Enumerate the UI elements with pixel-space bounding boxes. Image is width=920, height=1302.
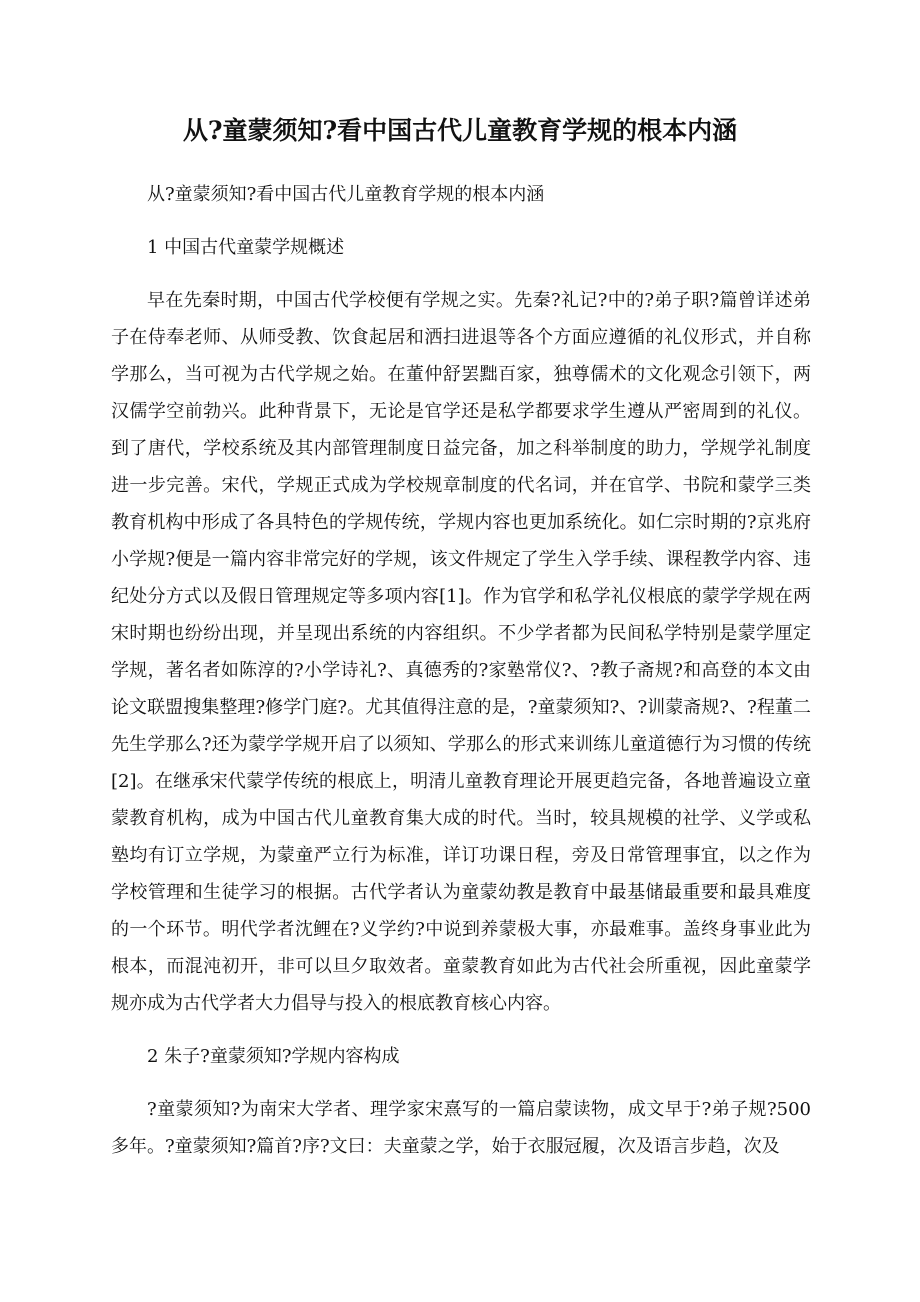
- section-1-heading: 1 中国古代童蒙学规概述: [147, 237, 345, 258]
- document-title: 从?童蒙须知?看中国古代儿童教育学规的根本内涵: [182, 116, 738, 145]
- document-subtitle: 从?童蒙须知?看中国古代儿童教育学规的根本内涵: [147, 184, 545, 205]
- section-2-paragraph: ?童蒙须知?为南宋大学者、理学家宋熹写的一篇启蒙读物，成文早于?弟子规?500多年。?童蒙须知?篇首?序?文曰：夫童蒙之学，始于衣服冠履，次及语言步趋，次及: [111, 1099, 811, 1157]
- section-2-heading: 2 朱子?童蒙须知?学规内容构成: [147, 1046, 400, 1067]
- section-1-paragraph: 早在先秦时期，中国古代学校便有学规之实。先秦?礼记?中的?弟子职?篇曾详述弟子在侍奉老师、从师受教、饮食起居和洒扫进退等各个方面应遵循的礼仪形式，并自称学那么，当可视为古代学规之始。在董仲舒罢黜百家，独尊儒术的文化观念引领下，两汉儒学空前勃兴。此种背景下，无论是官学还是私学都要求学生遵从严密周到的礼仪。到了唐代，学校系统及其内部管理制度日益完备，加之科举制度的助力，学规学礼制度进一步完善。宋代，学规正式成为学校规章制度的代名词，并在官学、书院和蒙学三类教育机构中形成了各具特色的学规传统，学规内容也更加系统化。如仁宗时期的?京兆府小学规?便是一篇内容非常完好的学规，该文件规定了学生入学手续、课程教学内容、违纪处分方式以及假日管理规定等多项内容[1]。作为官学和私学礼仪根底的蒙学学规在两宋时期也纷纷出现，并呈现出系统的内容组织。不少学者都为民间私学特别是蒙学厘定学规，著名者如陈淳的?小学诗礼?、真德秀的?家塾常仪?、?教子斋规?和高登的本文由论文联盟搜集整理?修学门庭?。尤其值得注意的是，?童蒙须知?、?训蒙斋规?、?程董二先生学那么?还为蒙学学规开启了以须知、学那么的形式来训练儿童道德行为习惯的传统[2]。在继承宋代蒙学传统的根底上，明清儿童教育理论开展更趋完备，各地普遍设立童蒙教育机构，成为中国古代儿童教育集大成的时代。当时，较具规模的社学、义学或私塾均有订立学规，为蒙童严立行为标准，详订功课日程，旁及日常管理事宜，以之作为学校管理和生徒学习的根据。古代学者认为童蒙幼教是教育中最基储最重要和最具难度的一个环节。明代学者沈鲤在?义学约?中说到养蒙极大事，亦最难事。盖终身事业此为根本，而混沌初开，非可以旦夕取效者。童蒙教育如此为古代社会所重视，因此童蒙学规亦成为古代学者大力倡导与投入的根底教育核心内容。: [111, 290, 811, 1014]
- document-body: [111, 176, 811, 1181]
